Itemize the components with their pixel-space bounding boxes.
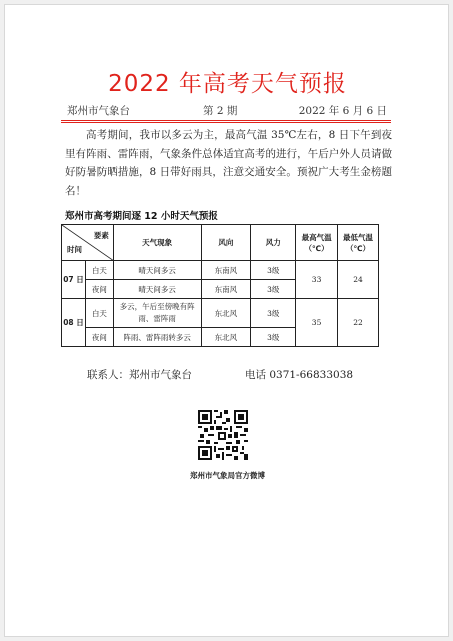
wind-direction-cell: 东南风 xyxy=(201,261,251,280)
col-weather: 天气现象 xyxy=(113,225,201,261)
red-divider-top xyxy=(61,120,391,121)
corner-label-time: 时间 xyxy=(67,245,82,254)
period-cell: 夜间 xyxy=(85,280,113,299)
wind-direction-cell: 东北风 xyxy=(201,328,251,347)
day-cell: 08 日 xyxy=(62,299,86,347)
period-cell: 白天 xyxy=(85,299,113,328)
forecast-table xyxy=(61,224,379,347)
weather-cell: 晴天间多云 xyxy=(113,261,201,280)
max-temp-cell: 33 xyxy=(296,261,338,299)
col-max-temp: 最高气温（℃） xyxy=(296,225,338,261)
weather-cell: 多云，午后至傍晚有阵雨、雷阵雨 xyxy=(113,299,201,328)
qr-caption: 郑州市气象局官方微博 xyxy=(190,471,265,480)
weather-cell: 晴天间多云 xyxy=(113,280,201,299)
page-title: 2022 年高考天气预报 xyxy=(108,71,347,97)
table-header-row xyxy=(62,225,379,261)
day-cell: 07 日 xyxy=(62,261,86,299)
min-temp-cell: 24 xyxy=(338,261,379,299)
col-wind-force: 风力 xyxy=(251,225,296,261)
period-cell: 夜间 xyxy=(85,328,113,347)
issue-info-bar xyxy=(61,101,391,119)
issue-date: 2022 年 6 月 6 日 xyxy=(298,105,387,117)
wind-force-cell: 3级 xyxy=(251,280,296,299)
red-divider-bottom xyxy=(61,122,391,123)
col-wind-direction: 风向 xyxy=(201,225,251,261)
table-title: 郑州市高考期间逐 12 小时天气预报 xyxy=(65,211,218,222)
wind-force-cell: 3级 xyxy=(251,328,296,347)
contact-phone: 电话 0371-66833038 xyxy=(245,369,354,381)
wind-direction-cell: 东北风 xyxy=(201,299,251,328)
issue-number: 第 2 期 xyxy=(203,105,238,117)
qr-code-icon xyxy=(198,410,248,460)
document-page xyxy=(4,4,449,637)
contact-person: 联系人：郑州市气象台 xyxy=(87,369,192,381)
forecast-summary: 高考期间，我市以多云为主，最高气温 35℃左右，8 日下午到夜里有阵雨、雷阵雨，气象条件总体适宜高考的进行，午后户外人员请做好防暑防晒措施，8 日带好雨具，注意交通安全。预祝广大考生金榜题名！ xyxy=(65,129,392,197)
period-cell: 白天 xyxy=(85,261,113,280)
weather-cell: 阵雨、雷阵雨转多云 xyxy=(113,328,201,347)
corner-label-elements: 要素 xyxy=(93,231,109,240)
corner-header xyxy=(62,225,114,261)
table-row xyxy=(62,261,379,280)
issuing-org: 郑州市气象台 xyxy=(67,105,130,117)
wind-force-cell: 3级 xyxy=(251,299,296,328)
table-row xyxy=(62,299,379,328)
max-temp-cell: 35 xyxy=(296,299,338,347)
wind-direction-cell: 东南风 xyxy=(201,280,251,299)
wind-force-cell: 3级 xyxy=(251,261,296,280)
min-temp-cell: 22 xyxy=(338,299,379,347)
col-min-temp: 最低气温（℃） xyxy=(338,225,379,261)
